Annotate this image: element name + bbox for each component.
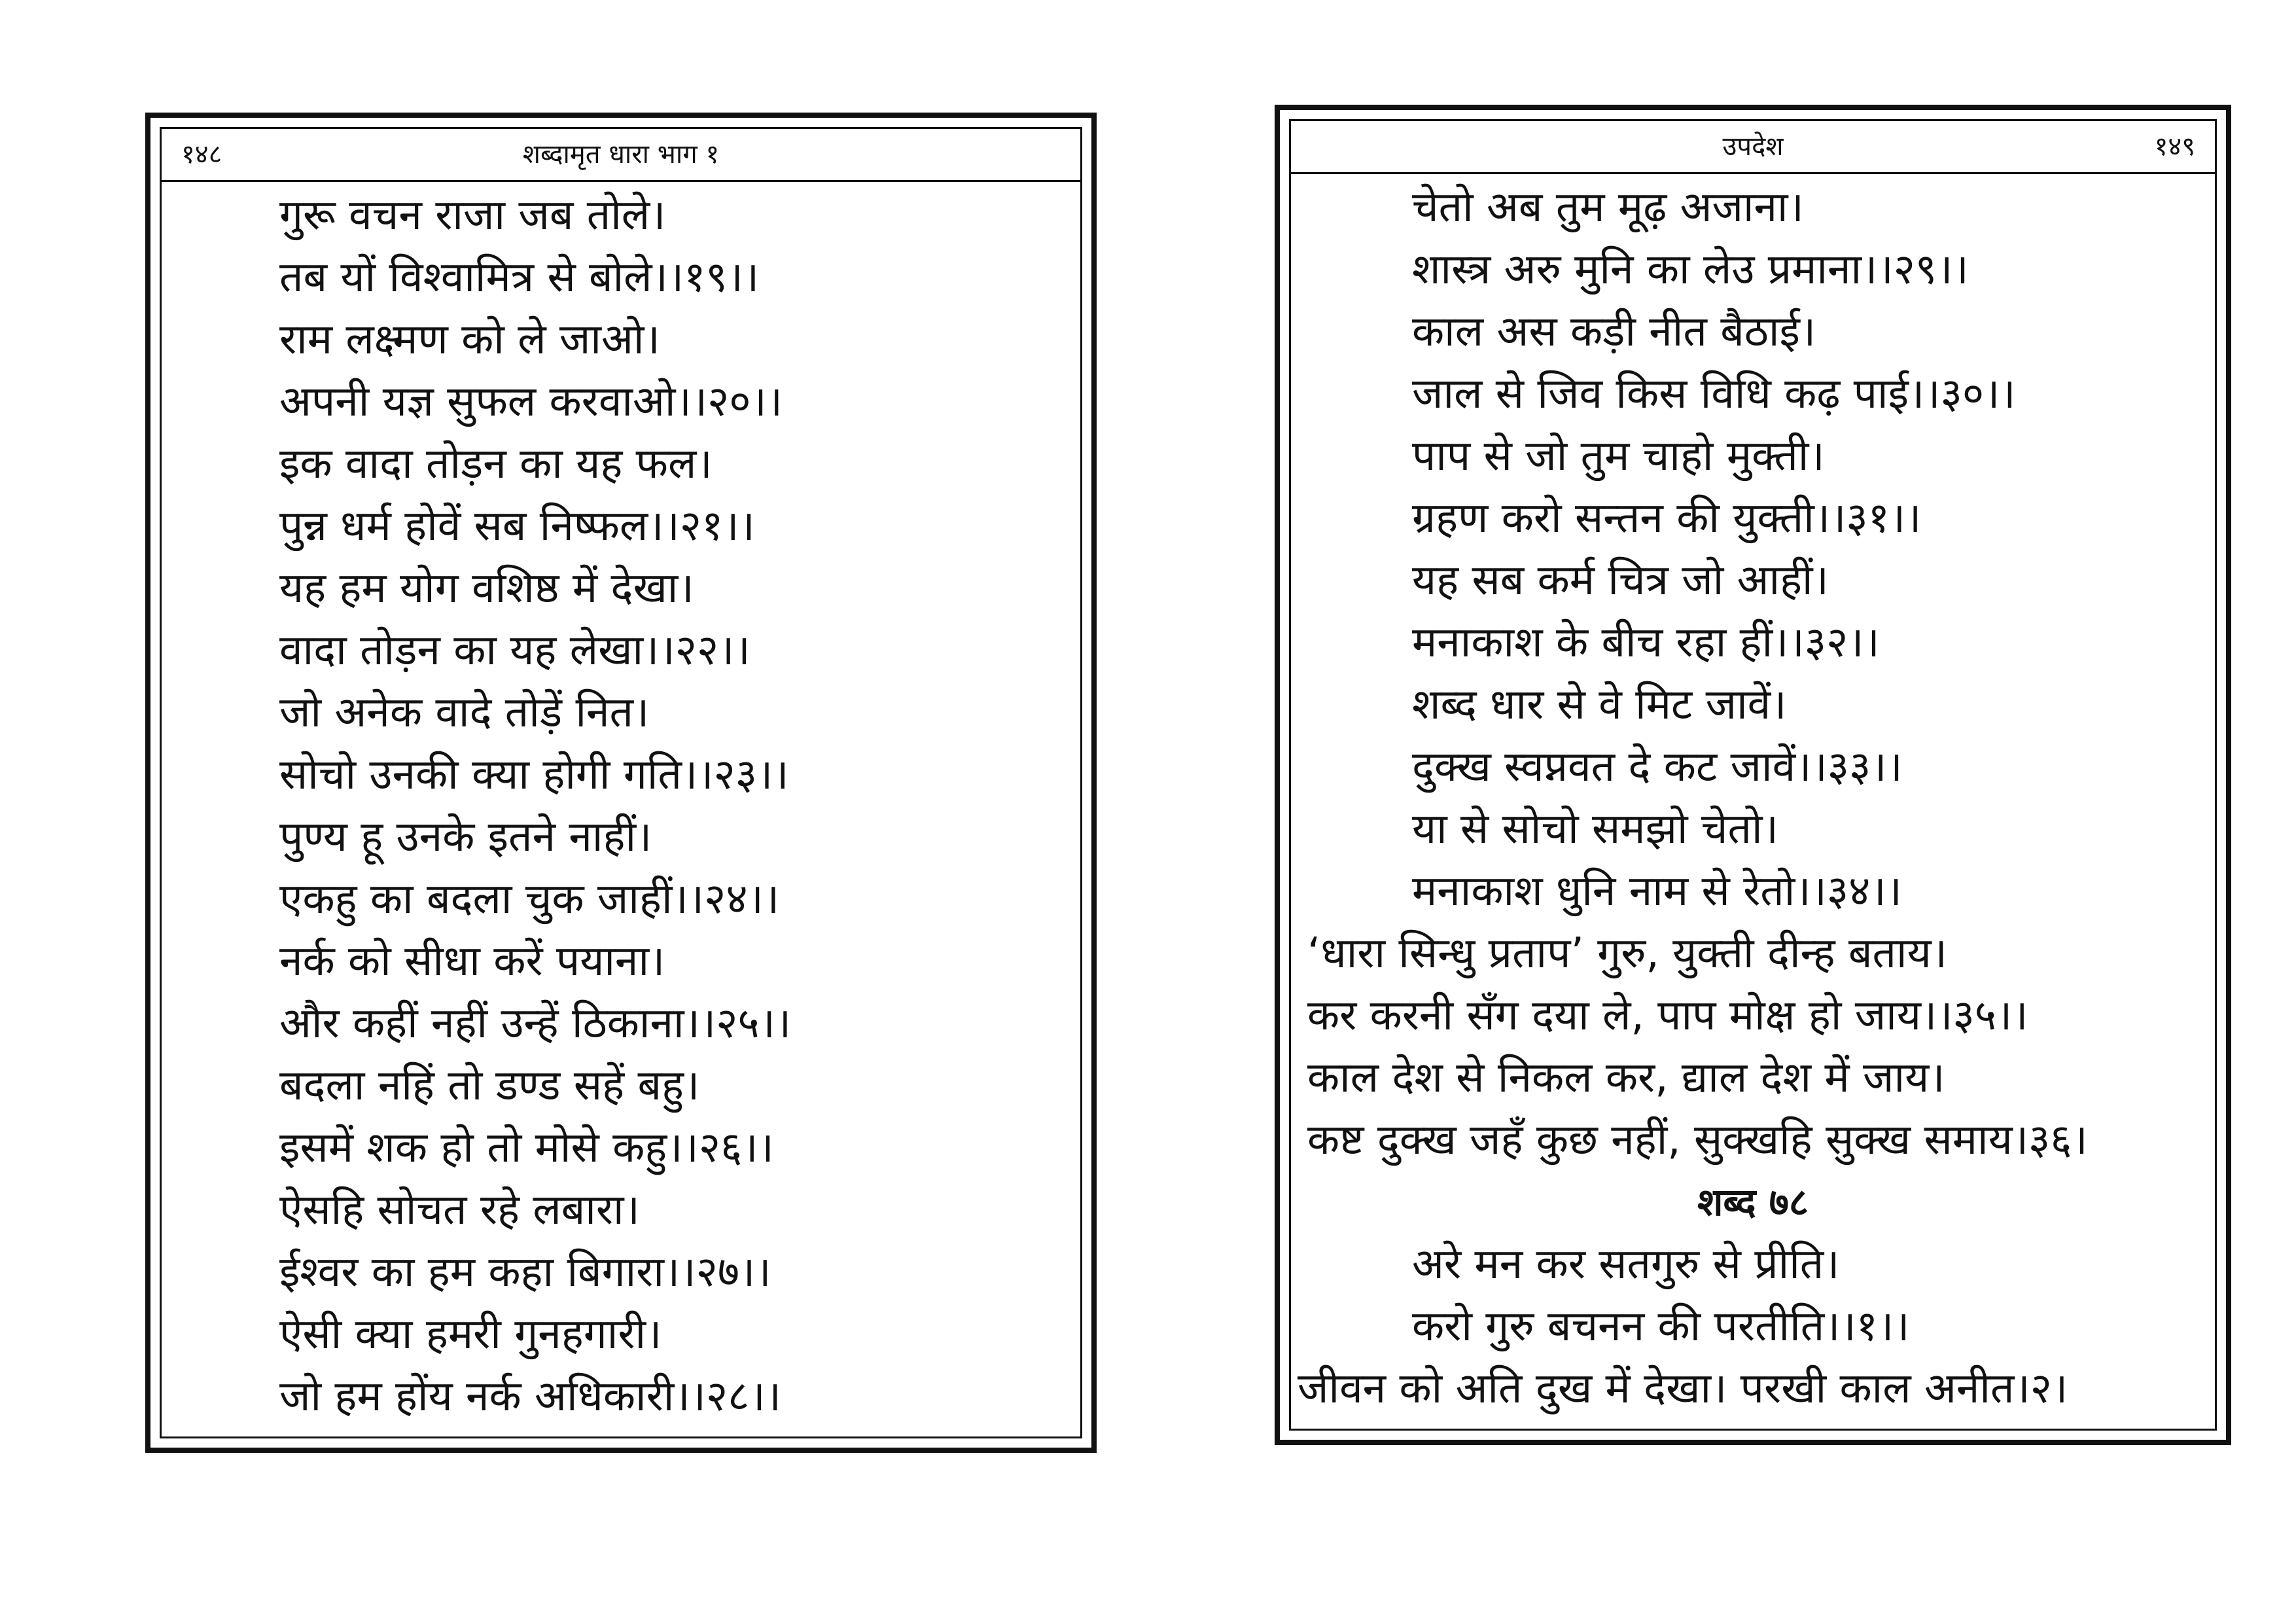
verse-line: जो अनेक वादे तोड़ें नित।: [279, 688, 650, 737]
verse-line: और कहीं नहीं उन्हें ठिकाना।।२५।।: [279, 999, 792, 1048]
right-page-number: १४९: [2154, 132, 2195, 162]
right-running-title: उपदेश: [1722, 132, 1784, 162]
left-page-number: १४८: [181, 139, 222, 169]
verse-line: शास्त्र अरु मुनि का लेउ प्रमाना।।२९।।: [1412, 245, 1969, 294]
left-page-frame: [160, 127, 1082, 1438]
verse-line: यह हम योग वशिष्ठ में देखा।: [279, 564, 694, 613]
right-page: [1275, 105, 2231, 1445]
left-running-title: शब्दामृत धारा भाग १: [522, 139, 720, 169]
verse-line: तब यों विश्वामित्र से बोले।।१९।।: [279, 253, 760, 302]
verse-line: ईश्वर का हम कहा बिगारा।।२७।।: [279, 1248, 771, 1296]
verse-line: जीवन को अति दुख में देखा। परखी काल अनीत।२।: [1298, 1364, 2068, 1413]
verse-line: वादा तोड़न का यह लेखा।।२२।।: [279, 626, 751, 675]
verse-line: मनाकाश के बीच रहा हीं।।३२।।: [1412, 618, 1880, 667]
verse-line: दुक्ख स्वप्नवत दे कट जावें।।३३।।: [1412, 743, 1903, 791]
verse-line: अरे मन कर सतगुरु से प्रीति।: [1412, 1240, 1840, 1289]
verse-line: ग्रहण करो सन्तन की युक्ती।।३१।।: [1412, 494, 1922, 543]
verse-line: मनाकाश धुनि नाम से रेतो।।३४।।: [1412, 867, 1902, 916]
verse-line: पुण्य हू उनके इतने नाहीं।: [279, 813, 652, 861]
verse-line: गुरू वचन राजा जब तोले।: [279, 191, 666, 240]
verse-line: एकहु का बदला चुक जाहीं।।२४।।: [279, 875, 780, 923]
verse-line: ऐसहि सोचत रहे लबारा।: [279, 1186, 640, 1234]
verse-line: काल अस कड़ी नीत बैठाई।: [1412, 308, 1816, 356]
verse-line: नर्क को सीधा करें पयाना।: [279, 937, 665, 986]
verse-line: बदला नहिं तो डण्ड सहें बहु।: [279, 1061, 700, 1110]
left-page: [145, 113, 1097, 1453]
verse-line: जाल से जिव किस विधि कढ़ पाई।।३०।।: [1412, 370, 2016, 418]
right-page-frame: [1289, 119, 2217, 1431]
verse-line: पाप से जो तुम चाहो मुक्ती।: [1412, 432, 1825, 480]
verse-line: जो हम होंय नर्क अधिकारी।।२८।।: [279, 1372, 781, 1421]
verse-line: चेतो अब तुम मूढ़ अजाना।: [1412, 183, 1804, 232]
verse-line: शब्द धार से वे मिट जावें।: [1412, 681, 1787, 729]
verse-line: इक वादा तोड़न का यह फल।: [279, 440, 713, 488]
doha-line: कष्ट दुक्ख जहँ कुछ नहीं, सुक्खहि सुक्ख समाय।३६।: [1307, 1116, 2088, 1164]
verse-line: राम लक्ष्मण को ले जाओ।: [279, 315, 660, 364]
verse-line: यह सब कर्म चित्र जो आहीं।: [1412, 556, 1829, 605]
verse-line: ऐसी क्या हमरी गुनहगारी।: [279, 1310, 662, 1359]
left-page-header: [162, 129, 1080, 182]
verse-line: सोचो उनकी क्या होगी गति।।२३।।: [279, 751, 789, 799]
section-heading: शब्द ७८: [1697, 1180, 1809, 1224]
right-page-header: [1291, 121, 2215, 174]
doha-line: कर करनी सँग दया ले, पाप मोक्ष हो जाय।।३५।।: [1307, 991, 2028, 1040]
verse-line: करो गुरु बचनन की परतीति।।१।।: [1412, 1302, 1910, 1351]
verse-line: पुन्न धर्म होवें सब निष्फल।।२१।।: [279, 502, 755, 550]
doha-line: ‘धारा सिन्धु प्रताप’ गुरु, युक्ती दीन्ह बताय।: [1307, 929, 1947, 978]
verse-line: इसमें शक हो तो मोसे कहु।।२६।।: [279, 1124, 774, 1172]
verse-line: अपनी यज्ञ सुफल करवाओ।।२०।।: [279, 378, 783, 426]
verse-line: या से सोचो समझो चेतो।: [1412, 805, 1778, 853]
doha-line: काल देश से निकल कर, द्याल देश में जाय।: [1307, 1054, 1945, 1102]
